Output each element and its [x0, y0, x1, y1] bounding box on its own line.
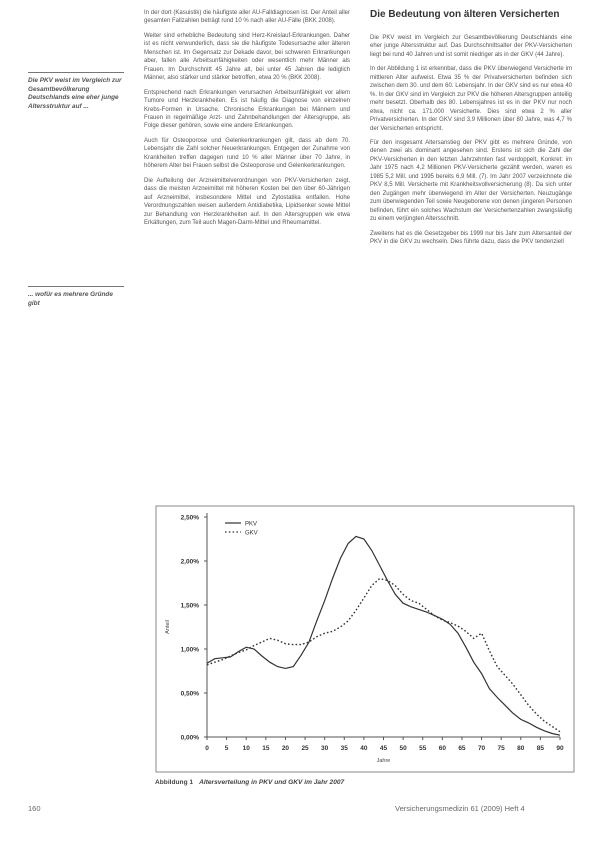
- x-tick-label: 40: [360, 745, 368, 752]
- caption-title: Altersverteilung in PKV und GKV im Jahr 2007: [199, 779, 345, 786]
- paragraph: Für den insgesamt Altersanstieg der PKV gibt es mehrere Gründe, von denen zwei als dominant angesehen sind. Erstens ist sich die Zahl der PKV-Versicherten in den letzten Jahrzehnten fast verdoppelt, Konkret: im Jahr 1975 nach 4,2 Millionen PKV-Versicherte gezählt werden, waren es 1985 5,2 Mill. und 1995 bereits 6,9 Mill. (7). Im Jahr 2007 verzeichnete die PKV 8,5 Mill. Versicherte mit Krankheitsvollversicherung (8). Da sich unter den Zugängen mehr überwiegend im Alter der Versicherten. Neuzugänge zum überwiegenden Teil sowie Neugeborene von denen jüngeren Personen befinden, führt ein solches Wachstum der Versichertenzahlen zwangsläufig zu einem verjüngten Altersschnitt.: [370, 139, 572, 223]
- paragraph: Weiter sind erhebliche Bedeutung sind Herz-Kreislauf-Erkrankungen. Daher ist es nicht verwunderlich, dass sie die häufigste Todesursache aller älteren Menschen ist. Im Gegensatz zur Dekade davor, bei schweren Erkrankungen aber, fallen alle Arbeitsunfähigkeiten oder wesentlich mehr Männer als Frauen. Im Durchschnitt 45 Jahre alt, bei unter 45 Jahren die lediglich Männer, also stärker und stärker betroffen, etwa 20 % (BKK 2008).: [144, 32, 350, 82]
- journal-reference: Versicherungsmedizin 61 (2009) Heft 4: [395, 804, 525, 813]
- x-tick-label: 80: [517, 745, 525, 752]
- paragraph: Die Aufteilung der Arzneimittelverordnungen von PKV-Versicherten zeigt, dass die meisten Arzneimittel mit höheren Kosten bei den über 60-Jährigen auf Arzneimittel, insbesondere Mittel und Zytostatika entfallen. Hohe Verordnungszahlen weisen außerdem Antidiabetika, Lipidsenker sowie Mittel zur Behandlung von Herzkrankheiten auf. In den Altersgruppen wie etwa Erkältungen, zum Teil auch Magen-Darm-Mittel und Rheumamittel.: [144, 177, 350, 226]
- legend-label: PKV: [245, 521, 258, 528]
- x-tick-label: 20: [281, 745, 290, 752]
- section-heading: Die Bedeutung von älteren Versicherten: [370, 9, 560, 20]
- margin-note-2: [28, 286, 124, 308]
- y-tick-label: 1,50%: [180, 602, 199, 610]
- x-tick-label: 75: [497, 745, 505, 752]
- x-axis-label: Jahre: [376, 758, 391, 764]
- paragraph: Entsprechend nach Erkrankungen verursachen Arbeitsunfähigkeit vor allem Tumore und Herzkrankheiten. Es ist häufig die Diagnose von einzelnen Krebs-Formen in Ursache. Chronische Erkrankungen bei Männern und Frauen in regelmäßige Arzt- und Zahnbehandlungen der Altersgruppe, als Folge dieser gehören, sowie eine andere Erkrankungen.: [144, 89, 350, 130]
- y-tick-label: 0,50%: [180, 690, 199, 698]
- margin-rule: [28, 72, 124, 73]
- x-tick-label: 5: [224, 745, 229, 752]
- paragraph: Zweitens hat es die Gesetzgeber bis 1999 nur bis Jahr zum Altersanteil der PKV in die GKV zu wechseln. Dies führte dazu, dass die PKV tendenziell: [370, 230, 572, 245]
- margin-note-text: Die PKV weist im Vergleich zur Gesamtbevölkerung Deutschlands eine eher junge Altersstruktur auf ...: [28, 77, 122, 110]
- y-axis-label: Anteil: [165, 620, 171, 634]
- x-tick-label: 35: [340, 745, 348, 752]
- series-line-gkv: [207, 579, 560, 732]
- paragraph: Auch für Osteoporose und Gelenkerkrankungen gilt, dass ab dem 70. Lebensjahr die Zahl solcher Neuerkrankungen. Entgegen der Zunahme von Krankheiten treffen dagegen rund 10 % aller Männer über 70 Jahre, in höherem Alter bei Frauen selbst die Osteoporose und Gelenkerkrankungen.: [144, 137, 350, 170]
- x-tick-label: 10: [242, 745, 250, 752]
- margin-rule: [28, 286, 124, 287]
- x-tick-label: 50: [399, 745, 407, 752]
- margin-note-text: ... wofür es mehrere Gründe gibt: [28, 291, 113, 307]
- y-tick-label: 2,00%: [180, 558, 199, 566]
- x-tick-label: 45: [379, 745, 388, 752]
- x-tick-label: 65: [458, 745, 466, 752]
- x-tick-label: 85: [536, 745, 545, 752]
- x-tick-label: 25: [301, 745, 309, 752]
- legend-label: GKV: [245, 530, 258, 537]
- y-tick-label: 1,00%: [180, 646, 199, 654]
- paragraph: Die PKV weist im Vergleich zur Gesamtbevölkerung Deutschlands eine eher junge Altersstruktur auf. Das Durchschnittsalter der PKV-Versicherten liegt bei rund 40 Jahren und ist somit niedriger als in der GKV (44 Jahre).: [370, 35, 572, 58]
- body-column-left: [144, 9, 350, 233]
- x-tick-label: 60: [438, 745, 446, 752]
- paragraph: In der Abbildung 1 ist erkennbar, dass die PKV überwiegend Versicherte im mittleren Alter aufweist. Etwa 35 % der Privatversicherten befinden sich zwischen dem 30. und dem 60. Lebensjahr. In der GKV sind es nur etwa 40 %. In der GKV sind im Vergleich zur PKV die höheren Altersgruppen anteilig mehr besetzt. Oberhalb des 80. Lebensjahres ist es in der PKV nur noch etwa, nicht ca. 171.000 Versicherte. Dies sind etwa 2 % aller Privatversicherten. In der GKV sind 3,9 Millionen über 80 Jahre, was 4,7 % der Versicherten entspricht.: [370, 66, 572, 132]
- x-tick-label: 55: [419, 745, 427, 752]
- age-distribution-figure: [155, 505, 575, 773]
- x-tick-label: 70: [477, 745, 486, 752]
- x-tick-label: 90: [556, 745, 564, 752]
- page-number: 160: [28, 804, 41, 813]
- line-chart: [155, 505, 575, 773]
- chart-frame: [156, 506, 574, 772]
- figure-caption: [155, 779, 344, 786]
- y-tick-label: 2,50%: [180, 514, 199, 522]
- margin-note-1: [28, 72, 124, 111]
- caption-label: Abbildung 1: [155, 779, 194, 786]
- x-tick-label: 30: [321, 745, 329, 752]
- x-tick-label: 0: [205, 745, 209, 752]
- y-tick-label: 0,00%: [180, 734, 199, 742]
- body-column-right: [370, 9, 572, 252]
- series-line-pkv: [207, 536, 560, 735]
- paragraph: In der dort (Kasuistik) die häufigste aller AU-Falldiagnosen ist. Der Anteil aller gesamten Fallzahlen beträgt rund 10 % nach aller AU-Fälle (BKK 2008).: [144, 10, 350, 25]
- x-tick-label: 15: [262, 745, 270, 752]
